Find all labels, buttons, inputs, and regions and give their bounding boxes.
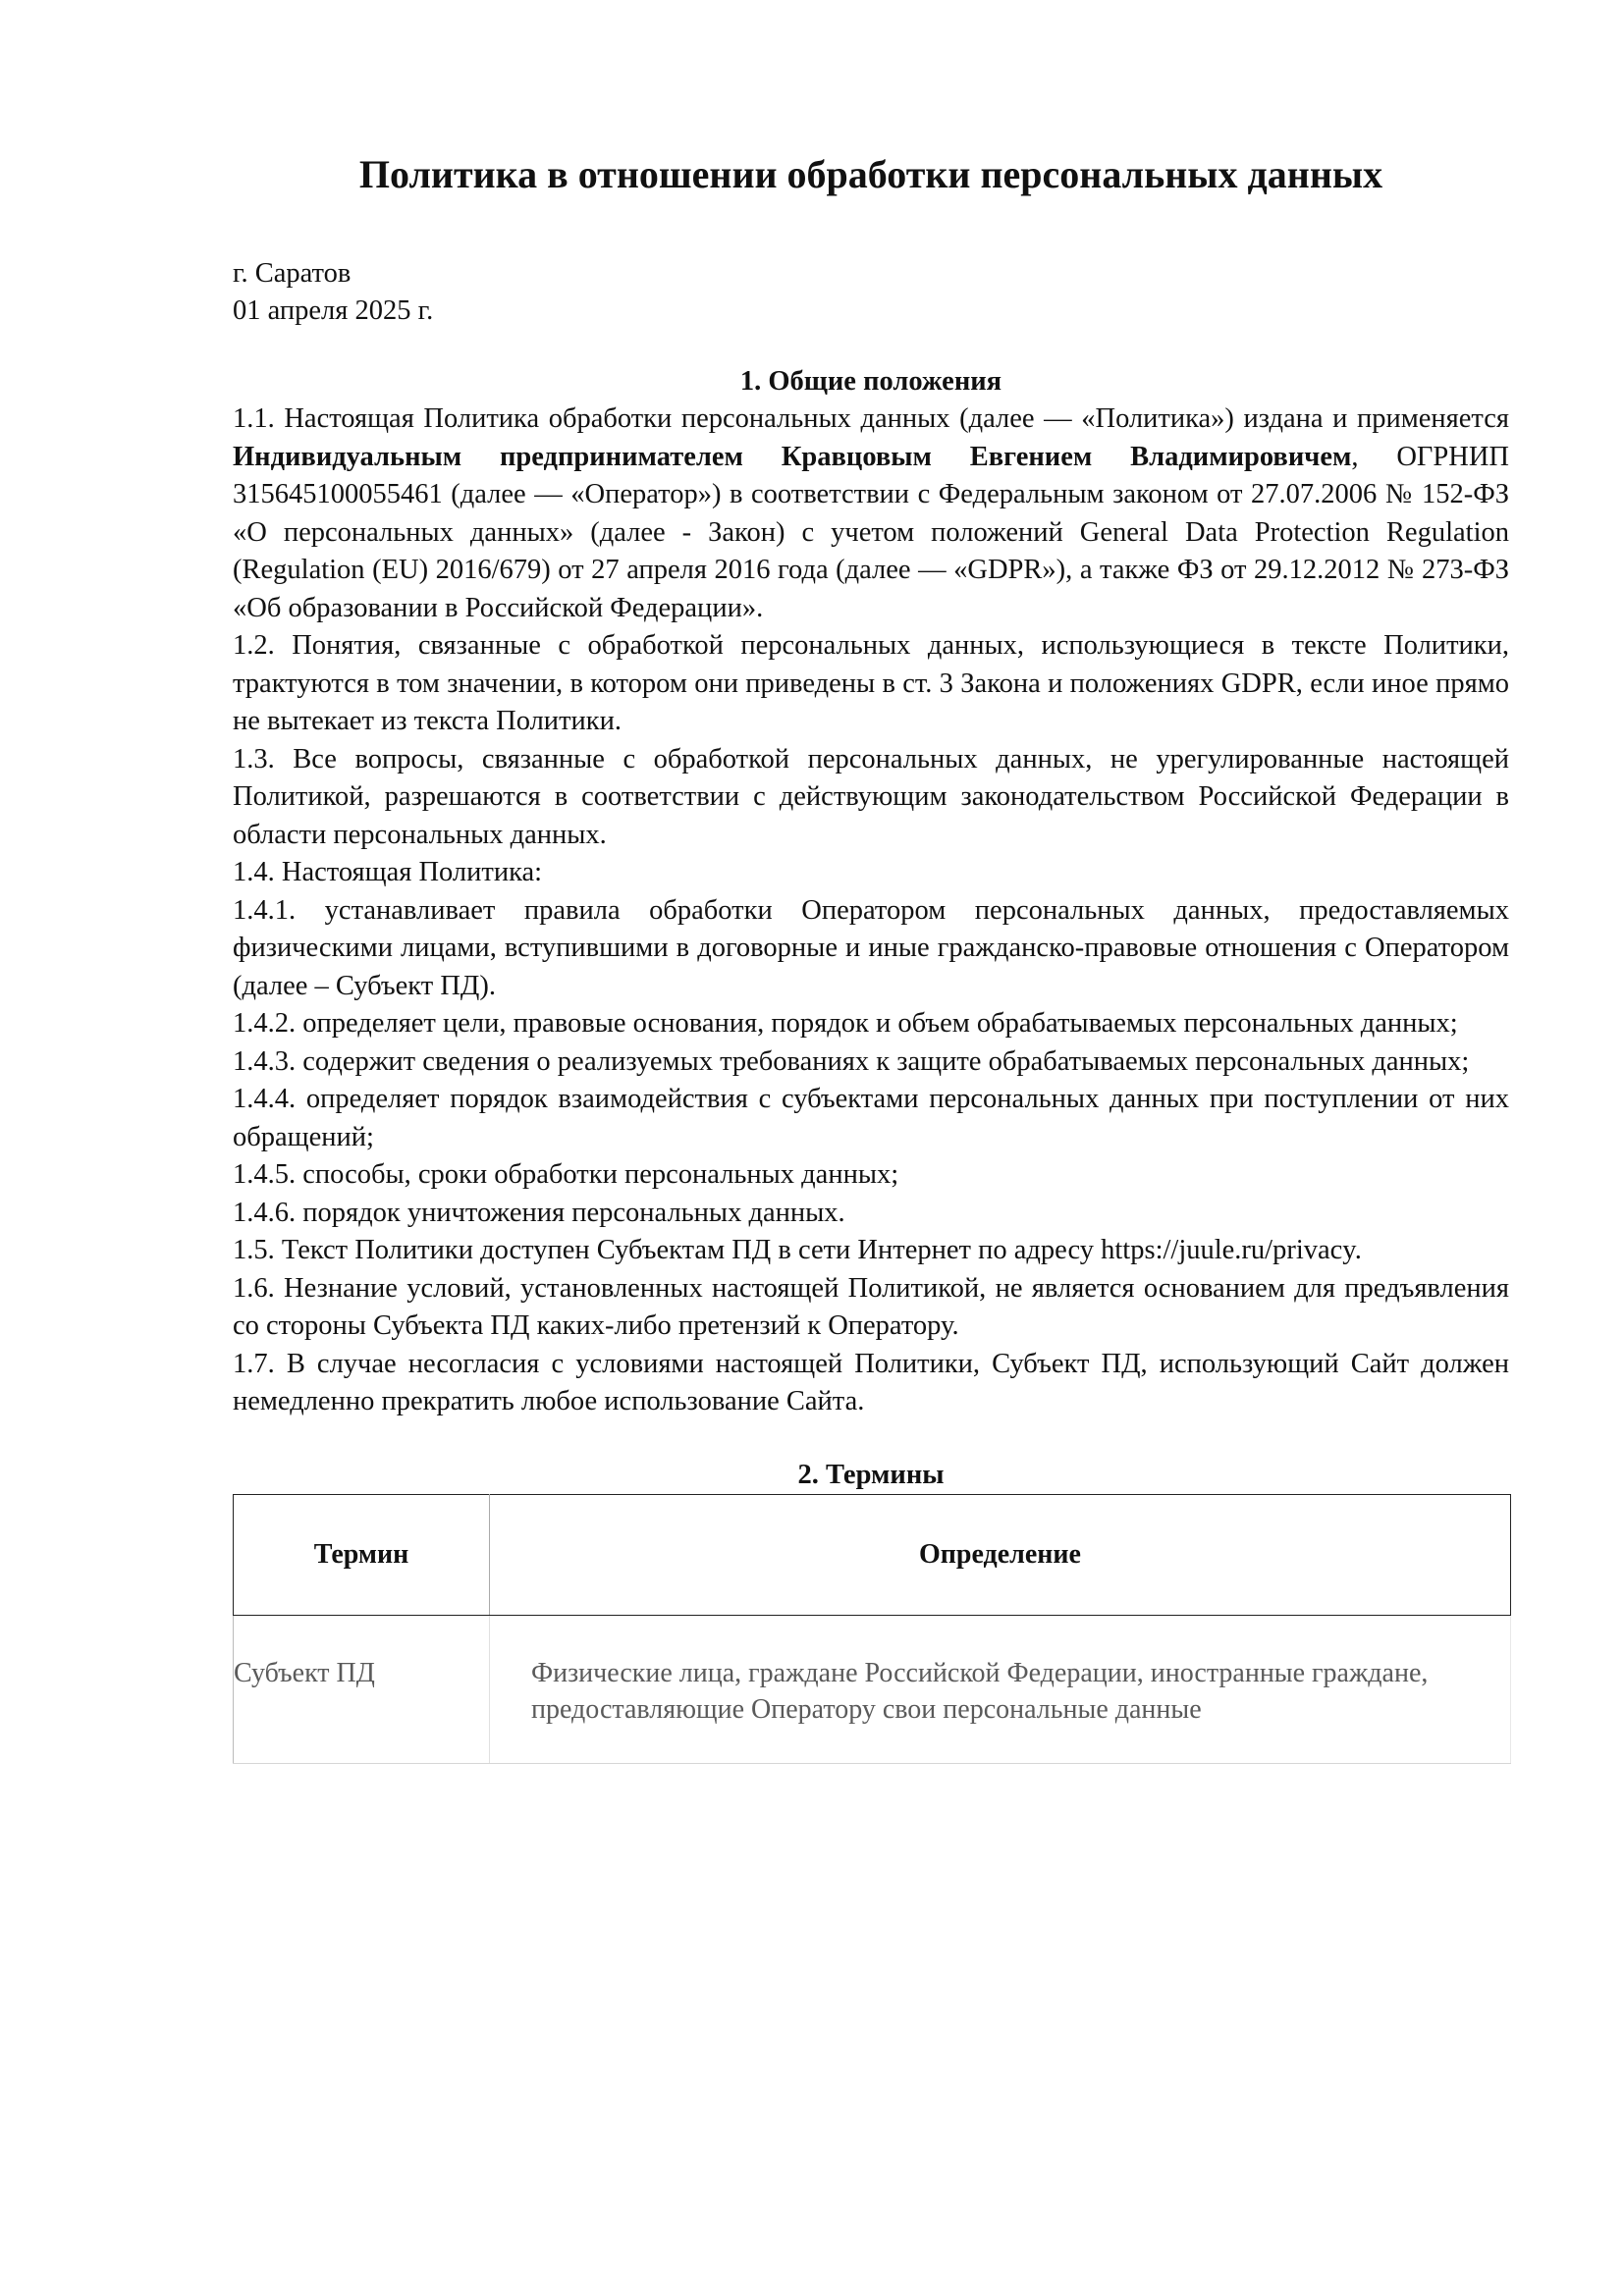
paragraph-1-2: 1.2. Понятия, связанные с обработкой персональных данных, использующиеся в тексте Политики, трактуются в том значении, в котором они приведены в ст. 3 Закона и положениях GDPR, если иное прямо не вытекает из текста Политики. xyxy=(233,630,1509,736)
paragraph-1-4-5: 1.4.5. способы, сроки обработки персональных данных; xyxy=(233,1159,899,1190)
document-page xyxy=(233,147,1509,1764)
paragraph-1-4-6: 1.4.6. порядок уничтожения персональных данных. xyxy=(233,1197,845,1228)
paragraph-1-4-4: 1.4.4. определяет порядок взаимодействия с субъектами персональных данных при поступлении от них обращений; xyxy=(233,1084,1509,1152)
table-header-definition: Определение xyxy=(490,1494,1511,1615)
table-header-term: Термин xyxy=(234,1494,490,1615)
terms-table xyxy=(233,1494,1511,1764)
paragraph-1-4: 1.4. Настоящая Политика: xyxy=(233,857,543,887)
section-2-heading: 2. Термины xyxy=(797,1459,945,1490)
table-row xyxy=(234,1615,1511,1763)
table-cell-definition: Физические лица, граждане Российской Федерации, иностранные граждане, предоставляющие Оператору свои персональные данные xyxy=(490,1615,1511,1763)
table-cell-term: Субъект ПД xyxy=(234,1615,490,1763)
paragraph-1-5: 1.5. Текст Политики доступен Субъектам ПД в сети Интернет по адресу https://juule.ru/privacy. xyxy=(233,1235,1362,1265)
paragraph-1-1-end: , ОГРНИП 315645100055461 (далее — «Оператор») в соответствии с Федеральным законом от 27.07.2006 № 152-ФЗ «О персональных данных» (далее - Закон) с учетом положений General Data Protection Regulation (Regulation (EU) 2016/679) от 27 апреля 2016 года (далее — «GDPR»), а также ФЗ от 29.12.2012 № 273-ФЗ «Об образовании в Российской Федерации». xyxy=(233,441,1510,623)
paragraph-1-7: 1.7. В случае несогласия с условиями настоящей Политики, Субъект ПД, использующий Сайт должен немедленно прекратить любое использование Сайта. xyxy=(233,1348,1509,1416)
paragraph-1-1 xyxy=(233,400,1509,627)
paragraph-1-6: 1.6. Незнание условий, установленных настоящей Политикой, не является основанием для предъявления со стороны Субъекта ПД каких-либо претензий к Оператору. xyxy=(233,1272,1509,1341)
paragraph-1-3: 1.3. Все вопросы, связанные с обработкой персональных данных, не урегулированные настоящей Политикой, разрешаются в соответствии с действующим законодательством Российской Федерации в области персональных данных. xyxy=(233,743,1509,850)
operator-name: Индивидуальным предпринимателем Кравцовым Евгением Владимировичем xyxy=(233,441,1352,472)
document-date: 01 апреля 2025 г. xyxy=(233,295,434,326)
terms-table-header-row xyxy=(234,1494,1511,1615)
document-city: г. Саратов xyxy=(233,258,352,289)
section-1-heading: 1. Общие положения xyxy=(739,366,1002,397)
paragraph-1-4-1: 1.4.1. устанавливает правила обработки Оператором персональных данных, предоставляемых физическими лицами, вступившими в договорные и иные гражданско-правовые отношения с Оператором (далее – Субъект ПД). xyxy=(233,894,1509,1001)
document-title: Политика в отношении обработки персональных данных xyxy=(358,152,1383,196)
paragraph-1-4-3: 1.4.3. содержит сведения о реализуемых требованиях к защите обрабатываемых персональных данных; xyxy=(233,1045,1470,1077)
paragraph-1-1-start: 1.1. Настоящая Политика обработки персональных данных (далее — «Политика») издана и применяется xyxy=(233,403,1509,434)
paragraph-1-4-2: 1.4.2. определяет цели, правовые основания, порядок и объем обрабатываемых персональных данных; xyxy=(233,1008,1458,1039)
